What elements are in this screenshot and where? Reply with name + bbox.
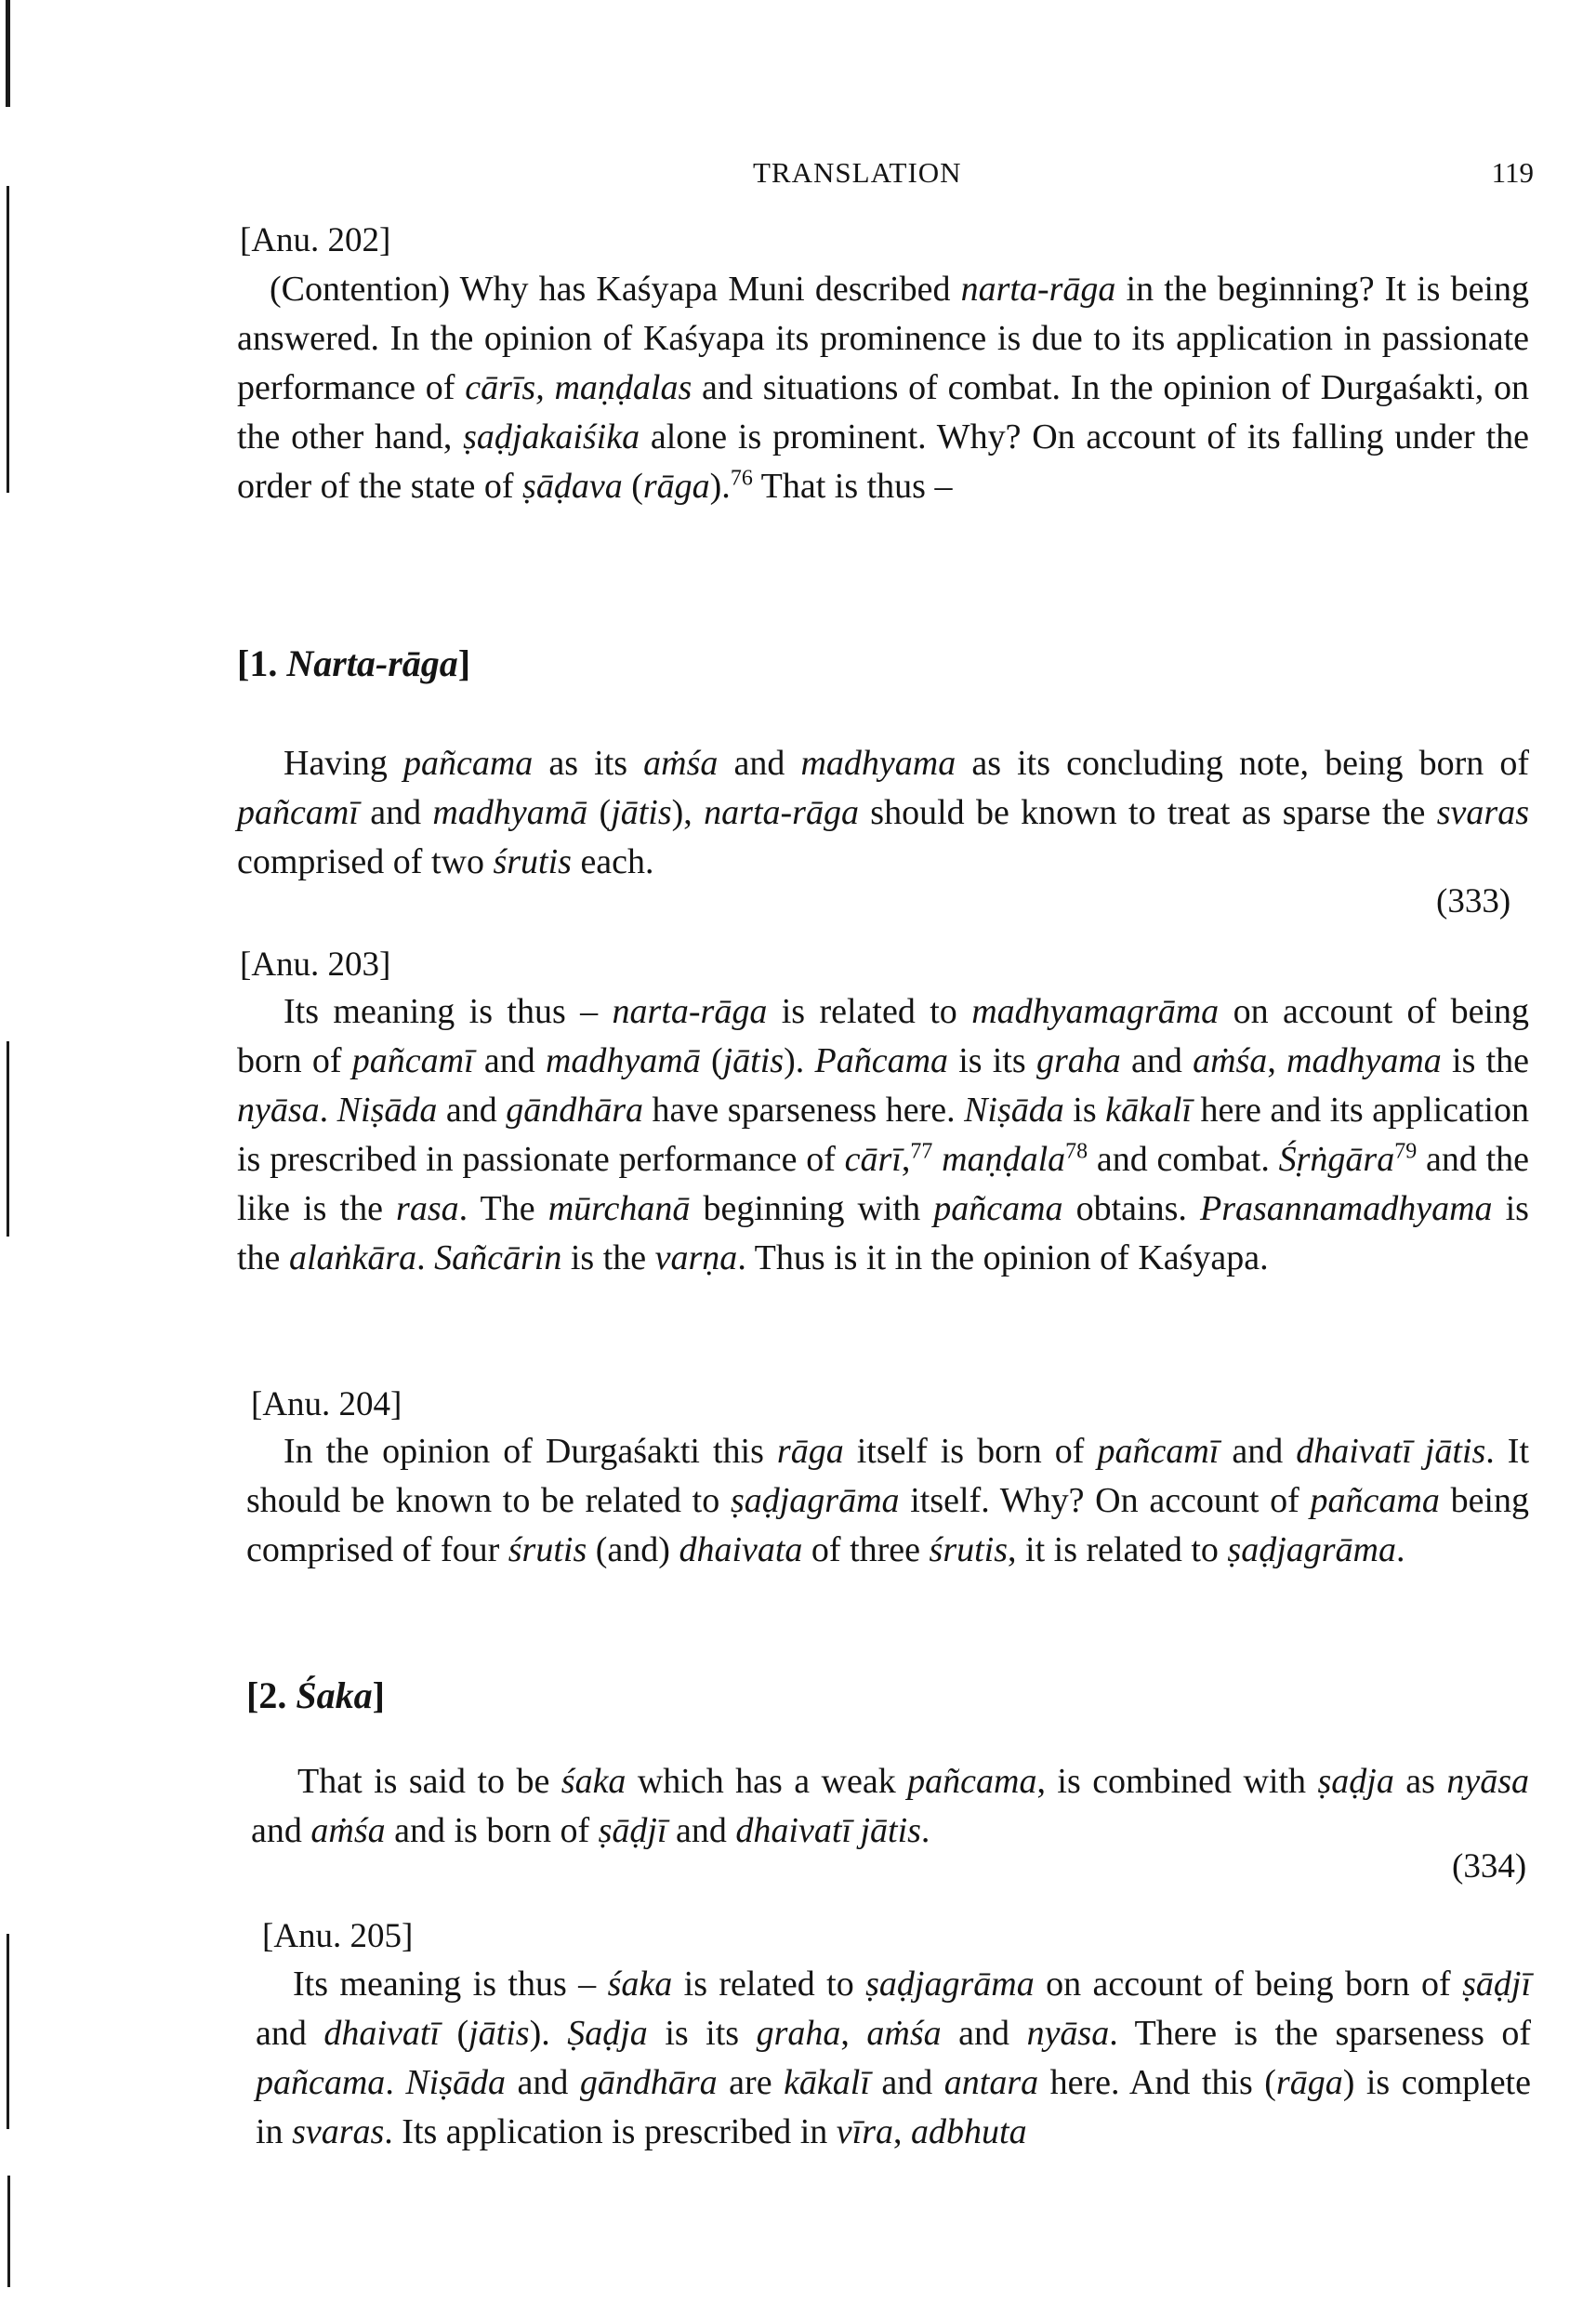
verse-334-text: That is said to be śaka which has a weak pañcama, is combined with ṣaḍja as nyāsa and aṁśa and is born of ṣāḍjī and dhaivatī jātis. bbox=[251, 1762, 1530, 1850]
anu-203-label: [Anu. 203] bbox=[240, 946, 391, 984]
binding-edge-line bbox=[7, 1934, 9, 2129]
running-head: TRANSLATION bbox=[753, 156, 962, 189]
verse-333-number: (333) bbox=[1436, 882, 1511, 920]
anu-202-label: [Anu. 202] bbox=[240, 221, 391, 259]
verse-333-text: Having pañcama as its aṁśa and madhyama as its concluding note, being born of pañcamī and madhyamā (jātis), narta-rāga should be known to treat as sparse the svaras comprised of two śrutis each. bbox=[237, 744, 1530, 881]
page-number: 119 bbox=[1491, 156, 1534, 189]
anu-205-text: Its meaning is thus – śaka is related to ṣaḍjagrāma on account of being born of ṣāḍjī and dhaivatī (jātis). Ṣaḍja is its graha, aṁśa and nyāsa. There is the sparseness of pañcama. Niṣāda and gāndhāra are kākalī and antara here. And this (rāga) is complete in svaras. Its application is prescribed in vīra, adbhuta bbox=[256, 1965, 1532, 2151]
binding-edge-line bbox=[7, 2176, 10, 2287]
section-heading-narta-raga: [1. Narta-rāga] bbox=[237, 642, 471, 684]
binding-edge-line bbox=[7, 186, 9, 493]
page-header bbox=[232, 156, 1534, 193]
verse-334-number: (334) bbox=[1452, 1847, 1527, 1885]
section-heading-saka: [2. Śaka] bbox=[246, 1674, 385, 1716]
binding-edge-line bbox=[7, 1041, 9, 1237]
anu-203-text: Its meaning is thus – narta-rāga is related to madhyamagrāma on account of being born of pañcamī and madhyamā (jātis). Pañcama is its graha and aṁśa, madhyama is the nyāsa. Niṣāda and gāndhāra have sparseness here. Niṣāda is kākalī here and its application is prescribed in passionate performance of cārī,$^{77}$ maṇḍala$^{78}$ and combat. Śṛṅgāra$^{79}$ and the like is the rasa. The mūrchanā beginning with pañcama obtains. Prasannamadhyama is the alaṅkāra. Sañcārin is the varṇa. Thus is it in the opinion of Kaśyapa. bbox=[237, 992, 1530, 1277]
anu-202-text: (Contention) Why has Kaśyapa Muni described narta-rāga in the beginning? It is being answered. In the opinion of Kaśyapa its prominence is due to its application in passionate performance of cārīs, maṇḍalas and situations of combat. In the opinion of Durgaśakti, on the other hand, ṣaḍjakaiśika alone is prominent. Why? On account of its falling under the order of the state of ṣāḍava (rāga).$^{76}$ That is thus – bbox=[237, 270, 1530, 506]
anu-204-label: [Anu. 204] bbox=[251, 1385, 402, 1423]
anu-205-label: [Anu. 205] bbox=[262, 1917, 414, 1955]
binding-edge-line bbox=[6, 0, 10, 107]
anu-204-text: In the opinion of Durgaśakti this rāga itself is born of pañcamī and dhaivatī jātis. It should be known to be related to ṣaḍjagrāma itself. Why? On account of pañcama being comprised of four śrutis (and) dhaivata of three śrutis, it is related to ṣaḍjagrāma. bbox=[246, 1432, 1530, 1569]
